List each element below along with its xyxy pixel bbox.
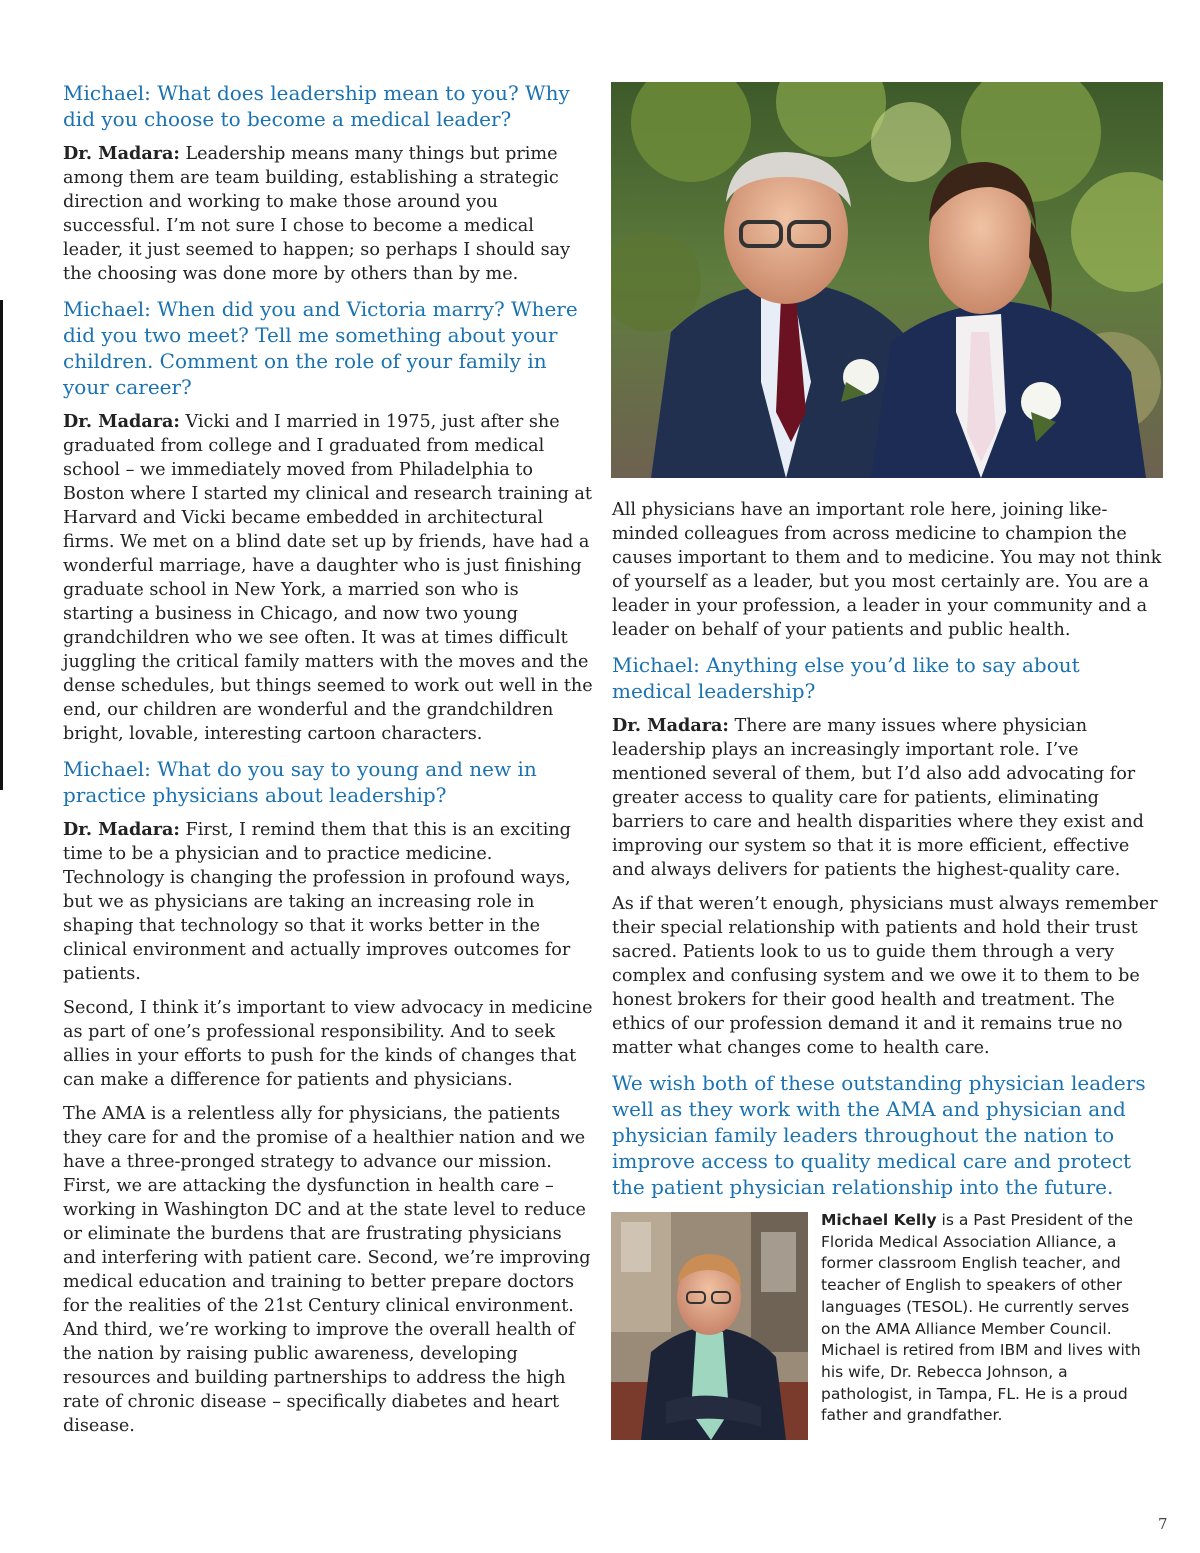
answer-paragraph xyxy=(63,410,593,746)
page-number: 7 xyxy=(1158,1515,1168,1533)
answer-text: Leadership means many things but prime among them are team building, establishing a strategic direction and working to make those around you successful. I’m not sure I chose to become a medical leader, it just seemed to happen; so perhaps I should say the choosing was done more by others than by me. xyxy=(63,144,571,284)
question-heading: Michael: What do you say to young and new in practice physicians about leadership? xyxy=(63,757,537,807)
body-paragraph: As if that weren’t enough, physicians must always remember their special relationship with patients and hold their trust sacred. Patients look to us to guide them through a very complex and confusing system and we owe it to them to be honest brokers for their good health and treatment. The ethics of our profession demand it and it remains true no matter what changes come to health care. xyxy=(612,894,1158,1058)
body-paragraph: Second, I think it’s important to view advocacy in medicine as part of one’s professional responsibility. And to seek allies in your efforts to push for the kinds of changes that can make a difference for patients and physicians. xyxy=(63,998,593,1090)
question-heading: Michael: What does leadership mean to you? Why did you choose to become a medical leader? xyxy=(63,81,570,131)
answer-paragraph xyxy=(63,142,593,286)
speaker-label: Dr. Madara: xyxy=(612,715,729,736)
author-bio xyxy=(821,1210,1151,1427)
answer-text: There are many issues where physician leadership plays an increasingly important role. I’ve mentioned several of them, but I’d also add advocating for greater access to quality care for patients, eliminating barriers to care and health disparities where they exist and improving our system so that it is more efficient, effective and always delivers for patients the highest-quality care. xyxy=(612,716,1144,880)
page-edge-rule xyxy=(0,300,3,790)
question-heading: Michael: Anything else you’d like to say about medical leadership? xyxy=(612,653,1080,703)
author-name: Michael Kelly xyxy=(821,1211,937,1229)
author-bio-text: is a Past President of the Florida Medical Association Alliance, a former classroom English teacher, and teacher of English to speakers of other languages (TESOL). He currently serves on the AMA Alliance Member Council. Michael is retired from IBM and lives with his wife, Dr. Rebecca Johnson, a pathologist, in Tampa, FL. He is a proud father and grandfather. xyxy=(821,1211,1141,1425)
answer-paragraph xyxy=(63,818,593,986)
answer-text: Vicki and I married in 1975, just after she graduated from college and I graduated from medical school – we immediately moved from Philadelphia to Boston where I started my clinical and research training at Harvard and Vicki became embedded in architectural firms. We met on a blind date set up by friends, have had a wonderful marriage, have a daughter who is just finishing graduate school in New York, a married son who is starting a business in Chicago, and now two young grandchildren who we see often. It was at times difficult juggling the critical family matters with the moves and the dense schedules, but things seemed to work out well in the end, our children are wonderful and the grandchildren bright, lovable, interesting cartoon characters. xyxy=(63,412,593,744)
closing-statement: We wish both of these outstanding physician leaders well as they work with the AMA and physician and physician family leaders throughout the nation to improve access to quality medical care and protect the patient physician relationship into the future. xyxy=(612,1071,1146,1199)
answer-paragraph xyxy=(612,714,1162,882)
right-column xyxy=(612,498,1162,1200)
author-photo xyxy=(611,1212,808,1440)
question-heading: Michael: When did you and Victoria marry? Where did you two meet? Tell me something about your children. Comment on the role of your family in your career? xyxy=(63,297,578,399)
speaker-label: Dr. Madara: xyxy=(63,411,180,432)
photo-two-men-wedding xyxy=(611,82,1163,478)
speaker-label: Dr. Madara: xyxy=(63,819,180,840)
left-column xyxy=(63,80,593,1448)
speaker-label: Dr. Madara: xyxy=(63,143,180,164)
body-paragraph: All physicians have an important role here, joining like-minded colleagues from across medicine to champion the causes important to them and to medicine. You may not think of yourself as a leader, but you most certainly are. You are a leader in your profession, a leader in your community and a leader on behalf of your patients and public health. xyxy=(612,500,1162,640)
body-paragraph: The AMA is a relentless ally for physicians, the patients they care for and the promise of a healthier nation and we have a three-pronged strategy to advance our mission. First, we are attacking the dysfunction in health care – working in Washington DC and at the state level to reduce or eliminate the burdens that are frustrating physicians and interfering with patient care. Second, we’re improving medical education and training to better prepare doctors for the realities of the 21st Century clinical environment. And third, we’re working to improve the overall health of the nation by raising public awareness, developing resources and building partnerships to address the high rate of chronic disease – specifically diabetes and heart disease. xyxy=(63,1104,591,1436)
answer-text: First, I remind them that this is an exciting time to be a physician and to practice medicine. Technology is changing the profession in profound ways, but we as physicians are taking an increasing role in shaping that technology so that it works better in the clinical environment and actually improves outcomes for patients. xyxy=(63,820,571,984)
